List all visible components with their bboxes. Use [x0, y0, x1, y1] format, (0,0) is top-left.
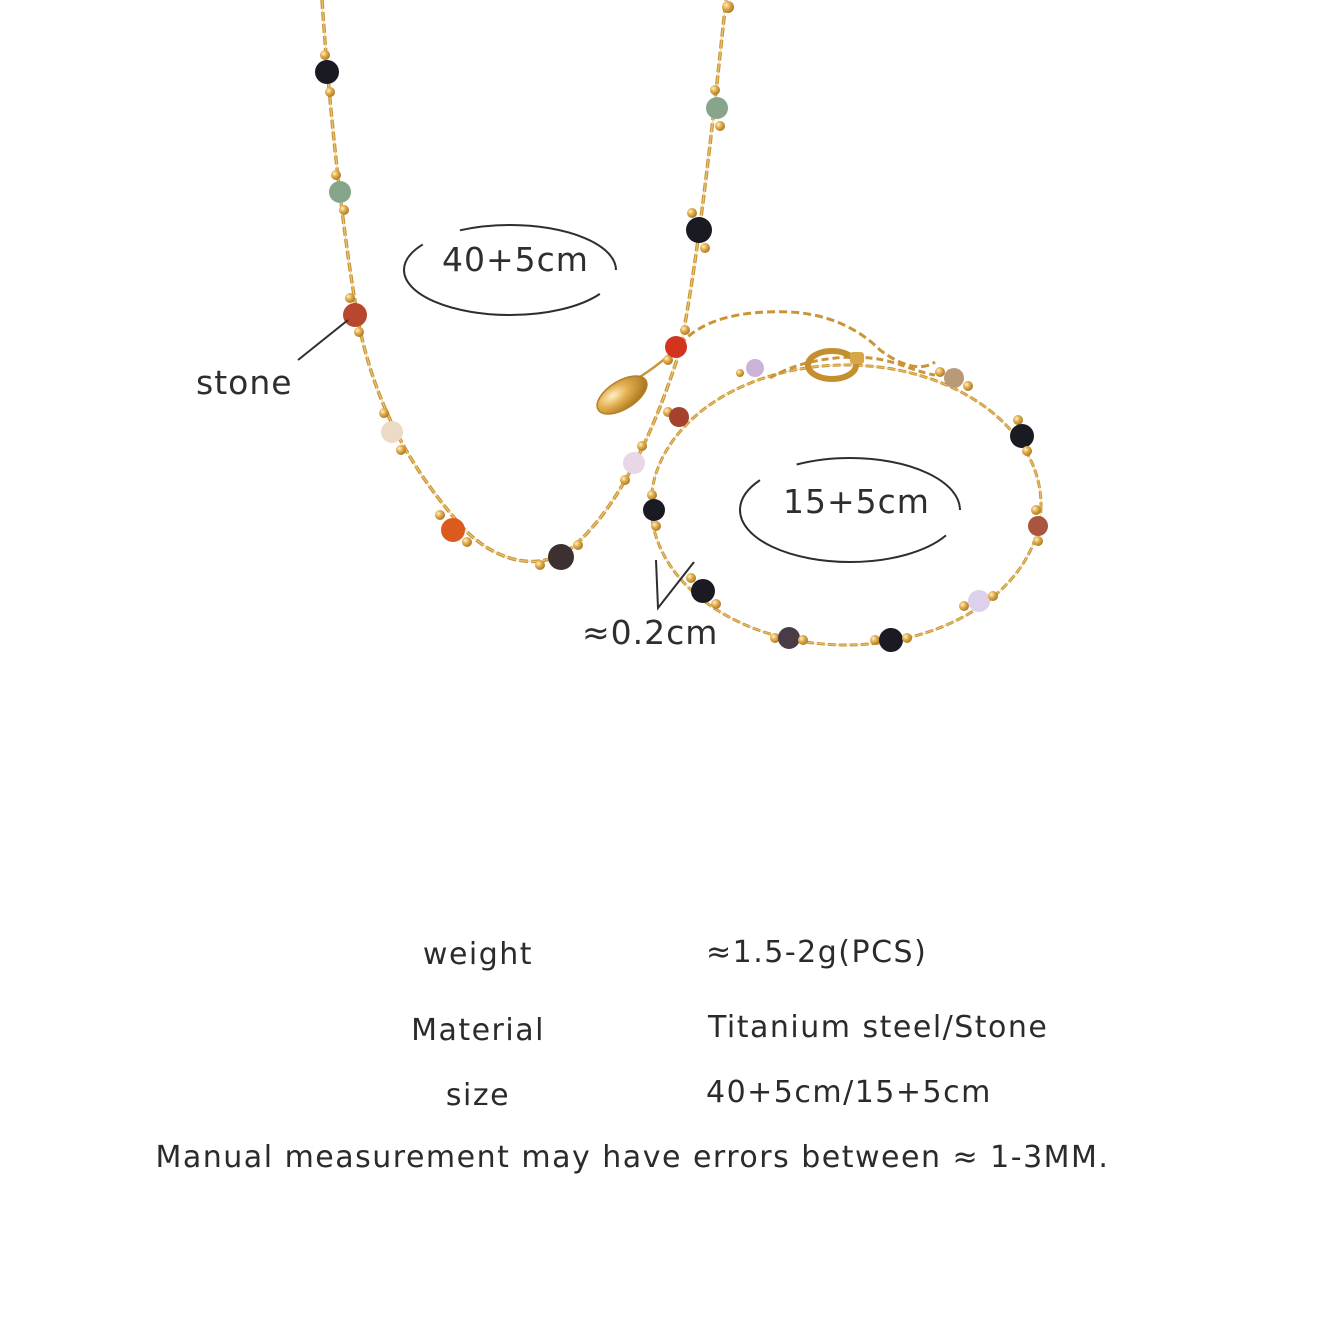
spec-value-size: 40+5cm/15+5cm [706, 1075, 992, 1110]
measurement-disclaimer: Manual measurement may have errors between ≈ 1-3MM. [155, 1140, 1110, 1175]
chain-width-label: ≈0.2cm [582, 613, 719, 652]
necklace-chain [322, 0, 726, 561]
spec-value-material: Titanium steel/Stone [708, 1010, 1049, 1045]
brand-tag [591, 368, 653, 421]
spec-key-material: Material [411, 1013, 545, 1048]
stone-pointer-line [298, 320, 348, 360]
spec-key-size: size [445, 1078, 511, 1113]
spec-key-weight: weight [422, 937, 534, 972]
necklace-beads [315, 1, 734, 570]
chain-width-marker [656, 560, 694, 608]
bracelet-length-label: 15+5cm [783, 482, 930, 521]
necklace-length-label: 40+5cm [442, 240, 589, 279]
spec-value-weight: ≈1.5-2g(PCS) [706, 935, 928, 970]
stone-label: stone [196, 363, 293, 402]
